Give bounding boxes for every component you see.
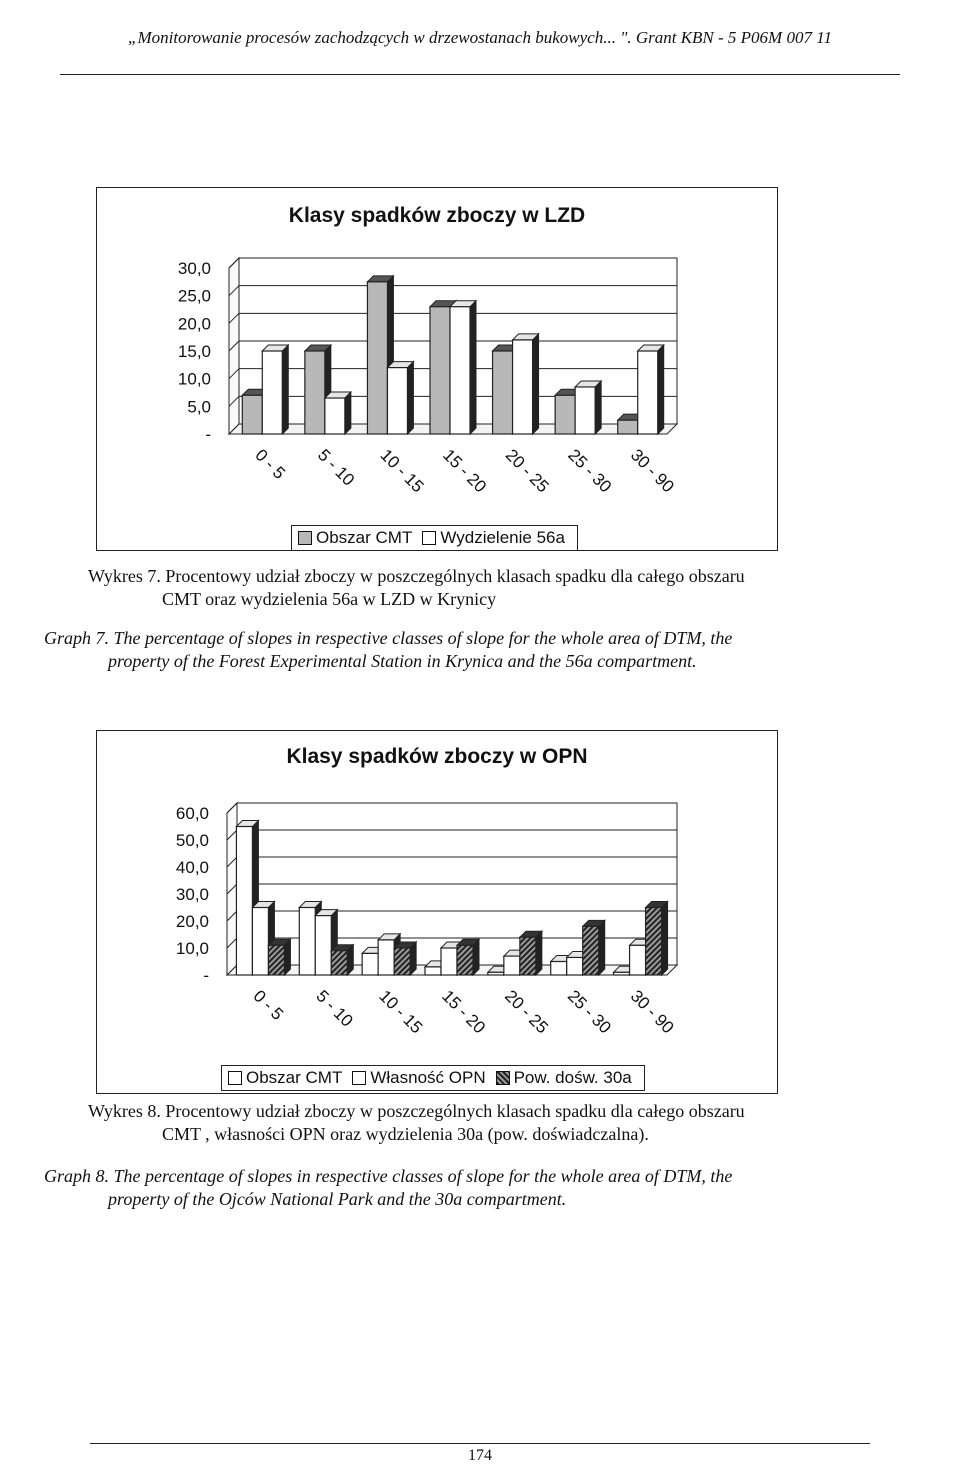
bar xyxy=(262,345,288,434)
caption-line: Graph 7. The percentage of slopes in respective classes of slope for the whole area of DTM, the xyxy=(44,628,733,648)
legend-swatch-gray xyxy=(298,531,312,545)
chart-plot xyxy=(97,731,777,1093)
bar xyxy=(513,334,539,434)
x-tick-label: 20 - 25 xyxy=(501,986,552,1038)
legend-label: Wydzielenie 56a xyxy=(440,528,565,547)
bar xyxy=(268,939,290,975)
legend-label: Pow. dośw. 30a xyxy=(513,1068,632,1087)
caption-line: property of the Ojców National Park and the 30a compartment. xyxy=(108,1189,567,1209)
bar-front xyxy=(325,398,345,434)
bar-front xyxy=(575,387,595,434)
bar-side xyxy=(599,920,605,975)
bar-front xyxy=(488,972,504,975)
bar-front xyxy=(242,395,262,434)
bar-front xyxy=(646,908,662,976)
bar-side xyxy=(407,362,413,434)
x-tick-label: 20 - 25 xyxy=(501,445,553,497)
bar-front xyxy=(513,340,533,434)
header-rule xyxy=(60,74,900,75)
legend-swatch-hatch xyxy=(496,1071,510,1085)
bar xyxy=(450,301,476,434)
chart-legend xyxy=(221,1065,645,1091)
x-tick-label: 15 - 20 xyxy=(439,445,491,497)
x-tick-label: 5 - 10 xyxy=(314,445,359,490)
chart-legend xyxy=(291,525,578,551)
x-tick-label: 10 - 15 xyxy=(375,986,427,1038)
running-header: „Monitorowanie procesów zachodzących w drzewostanach bukowych... ". Grant KBN - 5 P06M 007 11 xyxy=(128,28,832,47)
y-tick-label: 10,0 xyxy=(175,939,209,958)
chart-plot xyxy=(97,188,777,550)
caption-fig8-pl xyxy=(88,1100,745,1146)
bar-front xyxy=(450,307,470,434)
y-tick-label: 50,0 xyxy=(175,831,209,850)
y-tick-label: 20,0 xyxy=(175,912,209,931)
bar-front xyxy=(493,351,513,434)
caption-line: property of the Forest Experimental Station in Krynica and the 56a compartment. xyxy=(108,651,697,671)
bar-side xyxy=(470,301,476,434)
bar xyxy=(394,942,416,975)
legend-swatch-white xyxy=(228,1071,242,1085)
bar-front xyxy=(362,953,378,975)
bar-front xyxy=(378,940,394,975)
bar-front xyxy=(555,395,575,434)
x-tick-label: 15 - 20 xyxy=(438,986,490,1038)
bar xyxy=(331,945,353,975)
bar xyxy=(325,392,351,434)
legend-label: Własność OPN xyxy=(370,1068,486,1087)
bar-front xyxy=(236,827,252,976)
y-tick-label: 5,0 xyxy=(187,397,211,417)
bar-front xyxy=(305,351,325,434)
y-tick-label: 25,0 xyxy=(177,286,211,306)
bar-front xyxy=(441,948,457,975)
bar xyxy=(638,345,664,434)
bar-side xyxy=(662,902,668,976)
bar-side xyxy=(536,931,542,975)
bar-front xyxy=(268,945,284,975)
y-tick-label: 40,0 xyxy=(175,858,209,877)
bar xyxy=(646,902,668,976)
bar xyxy=(387,362,413,434)
bar-front xyxy=(630,945,646,975)
y-tick-label: 30,0 xyxy=(175,885,209,904)
bar-front xyxy=(252,908,268,976)
bar-front xyxy=(331,951,347,975)
y-tick-label: 15,0 xyxy=(177,342,211,361)
y-tick-label: 30,0 xyxy=(177,259,211,278)
caption-line: Wykres 8. Procentowy udział zboczy w poszczególnych klasach spadku dla całego obszaru xyxy=(88,1101,745,1121)
bar-front xyxy=(387,368,407,434)
bar-front xyxy=(551,962,567,976)
bar-front xyxy=(367,282,387,434)
bar xyxy=(520,931,542,975)
bar-front xyxy=(394,948,410,975)
bar-front xyxy=(618,420,638,434)
x-tick-label: 25 - 30 xyxy=(563,986,615,1038)
x-tick-label: 0 - 5 xyxy=(249,986,288,1024)
y-tick-label: - xyxy=(203,966,209,985)
bar-front xyxy=(567,957,583,975)
bar-side xyxy=(533,334,539,434)
chart-title: Klasy spadków zboczy w LZD xyxy=(288,204,586,227)
legend-label: Obszar CMT xyxy=(316,528,413,547)
bar xyxy=(575,381,601,434)
x-tick-label: 25 - 30 xyxy=(564,445,616,497)
footer-rule xyxy=(90,1443,870,1444)
y-tick-label: 10,0 xyxy=(177,369,211,389)
bar xyxy=(583,920,605,975)
bar-front xyxy=(299,908,315,976)
bar-front xyxy=(614,972,630,975)
y-tick-label: 60,0 xyxy=(175,804,209,823)
x-tick-label: 30 - 90 xyxy=(626,445,678,497)
x-tick-label: 0 - 5 xyxy=(251,445,289,483)
caption-line: Wykres 7. Procentowy udział zboczy w poszczególnych klasach spadku dla całego obszaru xyxy=(88,566,745,586)
legend-label: Obszar CMT xyxy=(246,1068,343,1087)
caption-line: CMT , własności OPN oraz wydzielenia 30a (pow. doświadczalna). xyxy=(162,1124,649,1144)
x-tick-label: 5 - 10 xyxy=(312,986,357,1031)
caption-fig7-pl xyxy=(88,565,745,611)
bar-front xyxy=(430,307,450,434)
legend-swatch-white xyxy=(352,1071,366,1085)
caption-line: CMT oraz wydzielenia 56a w LZD w Krynicy xyxy=(162,589,497,609)
caption-fig8-en xyxy=(44,1165,732,1211)
bar-side xyxy=(595,381,601,434)
bar xyxy=(457,939,479,975)
y-tick-label: - xyxy=(205,425,211,444)
bar-front xyxy=(425,967,441,975)
bar-front xyxy=(638,351,658,434)
y-tick-label: 20,0 xyxy=(177,314,211,334)
caption-line: Graph 8. The percentage of slopes in respective classes of slope for the whole area of DTM, the xyxy=(44,1166,733,1186)
caption-fig7-en xyxy=(44,627,732,673)
chart-lzd xyxy=(96,187,778,551)
bar-front xyxy=(520,937,536,975)
bar-side xyxy=(658,345,664,434)
chart-opn xyxy=(96,730,778,1094)
chart-title: Klasy spadków zboczy w OPN xyxy=(286,745,588,768)
bar-front xyxy=(583,926,599,975)
bar-front xyxy=(315,916,331,975)
bar-side xyxy=(282,345,288,434)
bar-front xyxy=(457,945,473,975)
x-tick-label: 10 - 15 xyxy=(376,445,428,497)
legend-swatch-white xyxy=(422,531,436,545)
bar-front xyxy=(504,956,520,975)
bar-side xyxy=(345,392,351,434)
bar-front xyxy=(262,351,282,434)
page-number: 174 xyxy=(468,1447,492,1464)
x-tick-label: 30 - 90 xyxy=(626,986,678,1038)
